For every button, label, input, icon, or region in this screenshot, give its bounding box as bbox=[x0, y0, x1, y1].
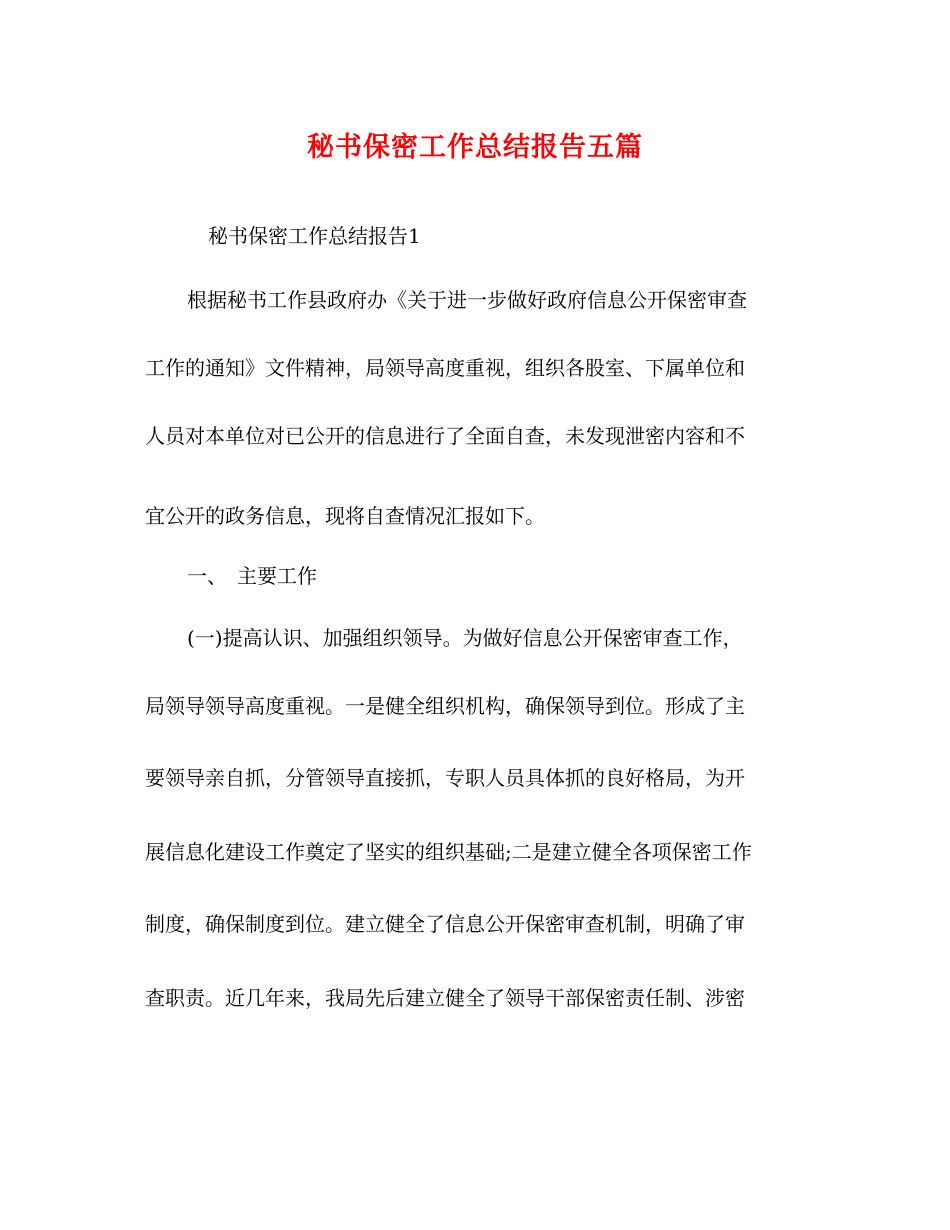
paragraph-line: 工作的通知》文件精神，局领导高度重视，组织各股室、下属单位和 bbox=[145, 356, 745, 380]
paragraph-line: 要领导亲自抓，分管领导直接抓，专职人员具体抓的良好格局，为开 bbox=[145, 766, 745, 790]
section-heading: 秘书保密工作总结报告1 bbox=[208, 224, 421, 248]
document-title: 秘书保密工作总结报告五篇 bbox=[307, 132, 643, 163]
paragraph-line: 制度，确保制度到位。建立健全了信息公开保密审查机制，明确了审 bbox=[145, 912, 745, 936]
paragraph-line: 人员对本单位对已公开的信息进行了全面自查，未发现泄密内容和不 bbox=[145, 424, 745, 448]
paragraph-line: 局领导领导高度重视。一是健全组织机构，确保领导到位。形成了主 bbox=[145, 694, 745, 718]
paragraph-line: 宜公开的政务信息，现将自查情况汇报如下。 bbox=[145, 504, 545, 528]
paragraph-line: 展信息化建设工作奠定了坚实的组织基础;二是建立健全各项保密工作 bbox=[145, 840, 752, 864]
section-heading: 一、 主要工作 bbox=[187, 564, 317, 588]
paragraph-line: 根据秘书工作县政府办《关于进一步做好政府信息公开保密审查 bbox=[187, 288, 747, 312]
paragraph-line: 查职责。近几年来，我局先后建立健全了领导干部保密责任制、涉密 bbox=[145, 986, 745, 1010]
paragraph-line: (一)提高认识、加强组织领导。为做好信息公开保密审查工作， bbox=[187, 626, 743, 650]
